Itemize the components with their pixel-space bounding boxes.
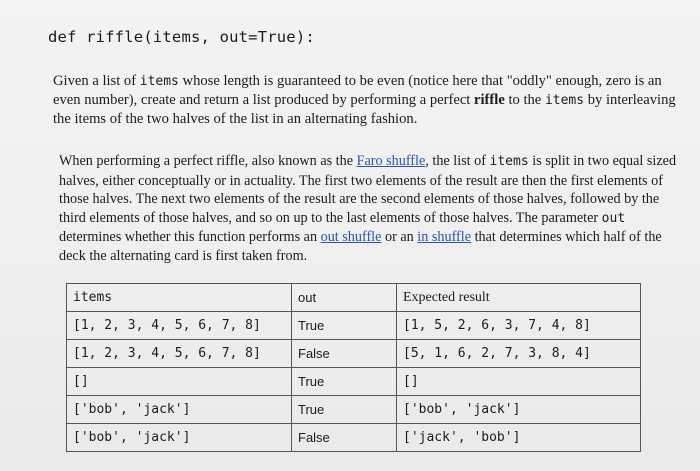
text: is split in two equal sized halves, either conceptually or in actuality. The first two elements of the result are then the first elements of those halves. The next two elements of the result are the second elements of those halves, followed by the third elements of those halves, and so on up to the last elements of those halves. The parameter [59, 153, 677, 226]
text: whose length is guaranteed to be even (notice here that "oddly" enough, zero is an even number), create and return a list produced by performing a perfect [53, 73, 662, 108]
faro-shuffle-link[interactable]: Faro shuffle [356, 153, 426, 169]
table-header-row [67, 284, 641, 312]
cell-items: [] [67, 368, 292, 396]
cell-expected: ['jack', 'bob'] [397, 424, 641, 452]
cell-items: [1, 2, 3, 4, 5, 6, 7, 8] [67, 312, 292, 340]
examples-table [66, 283, 641, 452]
cell-out: True [292, 312, 397, 340]
text: that determines which half of the deck the alternating card is first taken from. [59, 229, 662, 264]
cell-expected: [5, 1, 6, 2, 7, 3, 8, 4] [397, 340, 641, 368]
table-row [67, 340, 641, 368]
in-shuffle-link[interactable]: in shuffle [417, 229, 472, 245]
inline-code: items [489, 154, 529, 169]
text: , the list of [425, 153, 490, 169]
cell-items: ['bob', 'jack'] [67, 424, 292, 452]
text: When performing a perfect riffle, also known as the [59, 153, 357, 169]
table-row [67, 368, 641, 396]
cell-out: False [292, 424, 397, 452]
cell-out: True [292, 396, 397, 424]
table-row [67, 396, 641, 424]
text: determines whether this function performs an [59, 229, 321, 245]
table-row [67, 312, 641, 340]
description-paragraph [53, 72, 685, 129]
cell-out: False [292, 340, 397, 368]
bold-term: riffle [474, 92, 505, 108]
inline-code: out [601, 210, 626, 226]
text: to the [504, 92, 545, 108]
out-shuffle-link[interactable]: out shuffle [320, 229, 382, 245]
cell-expected: ['bob', 'jack'] [397, 396, 641, 424]
text: or an [381, 229, 418, 245]
text: by interleaving the items of the two halves of the list in an alternating fashion. [53, 92, 676, 127]
table-row [67, 424, 641, 452]
text: Given a list of [53, 73, 140, 89]
explanation-paragraph [59, 152, 689, 265]
function-signature: def riffle(items, out=True): [48, 28, 315, 46]
cell-expected: [1, 5, 2, 6, 3, 7, 4, 8] [397, 312, 641, 340]
cell-items: ['bob', 'jack'] [67, 396, 292, 424]
inline-code: items [139, 74, 179, 89]
cell-out: True [292, 368, 397, 396]
header-out: out [292, 284, 397, 312]
cell-items: [1, 2, 3, 4, 5, 6, 7, 8] [67, 340, 292, 368]
header-items: items [67, 284, 292, 312]
cell-expected: [] [397, 368, 641, 396]
header-expected-result: Expected result [397, 284, 641, 312]
inline-code: items [544, 93, 585, 108]
